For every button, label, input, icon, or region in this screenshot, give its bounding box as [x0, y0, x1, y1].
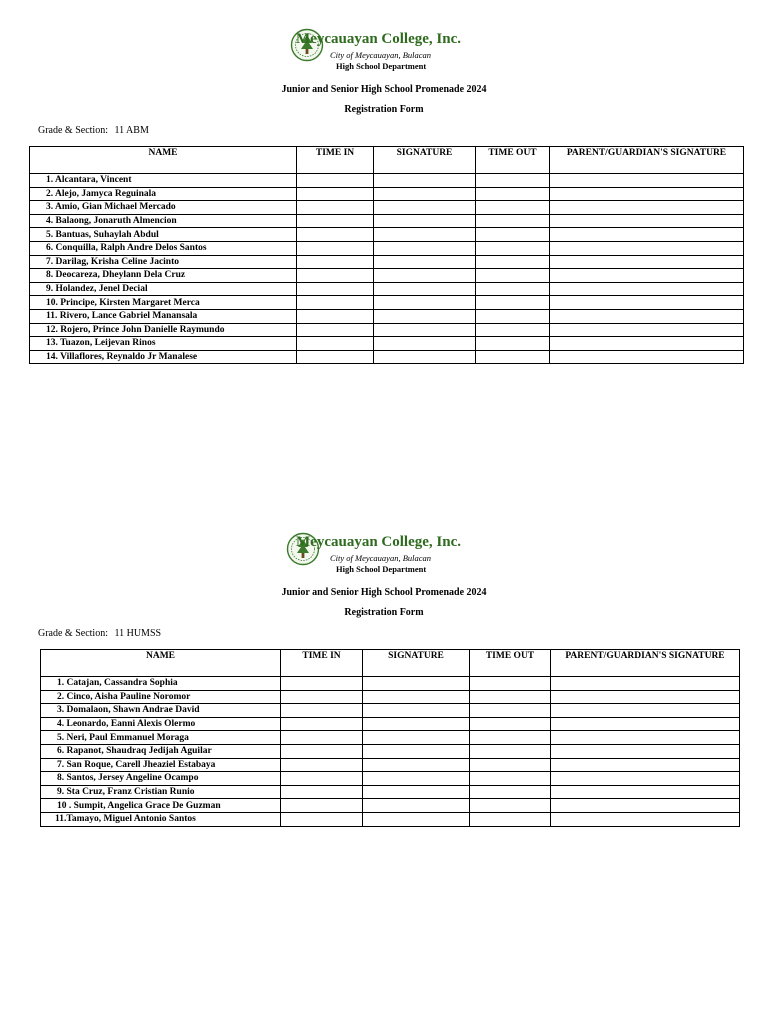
- time-out-cell[interactable]: [470, 744, 551, 758]
- column-header-time-in: TIME IN: [297, 147, 374, 174]
- signature-cell[interactable]: [374, 201, 476, 215]
- table-row: [41, 785, 740, 799]
- table-row: [30, 350, 744, 364]
- parent-signature-cell[interactable]: [551, 812, 740, 826]
- time-out-cell[interactable]: [470, 690, 551, 704]
- table-row: [30, 255, 744, 269]
- parent-signature-cell[interactable]: [551, 772, 740, 786]
- column-header-time-out: TIME OUT: [470, 650, 551, 677]
- parent-signature-cell[interactable]: [551, 731, 740, 745]
- student-name: 2. Cinco, Aisha Pauline Noromor: [41, 690, 281, 704]
- time-out-cell[interactable]: [470, 758, 551, 772]
- column-header-signature: SIGNATURE: [363, 650, 470, 677]
- student-name: 10. Principe, Kirsten Margaret Merca: [30, 296, 297, 310]
- time-out-cell[interactable]: [470, 772, 551, 786]
- table-row: [30, 214, 744, 228]
- time-in-cell[interactable]: [297, 269, 374, 283]
- signature-cell[interactable]: [374, 255, 476, 269]
- parent-signature-cell[interactable]: [550, 228, 744, 242]
- attendance-table: [40, 649, 740, 827]
- grade-section-label: Grade & Section:: [38, 628, 108, 639]
- time-in-cell[interactable]: [297, 282, 374, 296]
- column-header-time-out: TIME OUT: [476, 147, 550, 174]
- time-out-cell[interactable]: [476, 350, 550, 364]
- student-name: 11.Tamayo, Miguel Antonio Santos: [41, 812, 281, 826]
- table-row: [30, 323, 744, 337]
- time-out-cell[interactable]: [476, 214, 550, 228]
- table-row: [30, 201, 744, 215]
- parent-signature-cell[interactable]: [550, 309, 744, 323]
- student-name: 11. Rivero, Lance Gabriel Manansala: [30, 309, 297, 323]
- parent-signature-cell[interactable]: [550, 174, 744, 188]
- time-in-cell[interactable]: [281, 799, 363, 813]
- time-out-cell[interactable]: [476, 323, 550, 337]
- student-name: 7. San Roque, Carell Jheaziel Estabaya: [41, 758, 281, 772]
- grade-section-value: 11 HUMSS: [114, 628, 162, 639]
- grade-section: [38, 125, 149, 136]
- event-title: Junior and Senior High School Promenade 2024: [281, 587, 487, 598]
- parent-signature-cell[interactable]: [551, 799, 740, 813]
- parent-signature-cell[interactable]: [550, 255, 744, 269]
- signature-cell[interactable]: [363, 690, 470, 704]
- student-name: 12. Rojero, Prince John Danielle Raymundo: [30, 323, 297, 337]
- time-in-cell[interactable]: [297, 255, 374, 269]
- parent-signature-cell[interactable]: [550, 296, 744, 310]
- table-row: [30, 228, 744, 242]
- table-row: [41, 717, 740, 731]
- time-in-cell[interactable]: [297, 337, 374, 351]
- college-city: City of Meycauayan, Bulacan: [330, 553, 432, 563]
- time-out-cell[interactable]: [476, 296, 550, 310]
- time-in-cell[interactable]: [297, 323, 374, 337]
- column-header-parent-signature: PARENT/GUARDIAN'S SIGNATURE: [551, 650, 740, 677]
- attendance-table: [29, 146, 744, 364]
- parent-signature-cell[interactable]: [550, 350, 744, 364]
- column-header-signature: SIGNATURE: [374, 147, 476, 174]
- signature-cell[interactable]: [374, 296, 476, 310]
- student-name: 14. Villaflores, Reynaldo Jr Manalese: [30, 350, 297, 364]
- column-header-name: NAME: [30, 147, 297, 174]
- signature-cell[interactable]: [363, 758, 470, 772]
- time-in-cell[interactable]: [281, 690, 363, 704]
- student-name: 3. Amio, Gian Michael Mercado: [30, 201, 297, 215]
- time-in-cell[interactable]: [297, 187, 374, 201]
- college-department: High School Department: [336, 564, 427, 574]
- table-row: [41, 744, 740, 758]
- parent-signature-cell[interactable]: [551, 677, 740, 691]
- signature-cell[interactable]: [363, 717, 470, 731]
- table-row: [30, 241, 744, 255]
- table-header-row: [30, 147, 744, 174]
- signature-cell[interactable]: [374, 241, 476, 255]
- table-row: [41, 758, 740, 772]
- time-in-cell[interactable]: [297, 228, 374, 242]
- signature-cell[interactable]: [363, 744, 470, 758]
- signature-cell[interactable]: [374, 337, 476, 351]
- parent-signature-cell[interactable]: [550, 323, 744, 337]
- student-name: 6. Conquilla, Ralph Andre Delos Santos: [30, 241, 297, 255]
- column-header-name: NAME: [41, 650, 281, 677]
- parent-signature-cell[interactable]: [551, 704, 740, 718]
- student-name: 4. Balaong, Jonaruth Almencion: [30, 214, 297, 228]
- time-out-cell[interactable]: [476, 282, 550, 296]
- time-in-cell[interactable]: [297, 296, 374, 310]
- table-row: [30, 174, 744, 188]
- time-in-cell[interactable]: [297, 350, 374, 364]
- table-row: [30, 337, 744, 351]
- college-city: City of Meycauayan, Bulacan: [330, 50, 432, 60]
- table-row: [41, 677, 740, 691]
- college-name: Meycauayan College, Inc.: [296, 31, 461, 47]
- parent-signature-cell[interactable]: [550, 187, 744, 201]
- table-row: [30, 269, 744, 283]
- student-name: 9. Sta Cruz, Franz Cristian Runio: [41, 785, 281, 799]
- table-row: [41, 731, 740, 745]
- column-header-parent-signature: PARENT/GUARDIAN'S SIGNATURE: [550, 147, 744, 174]
- time-out-cell[interactable]: [470, 812, 551, 826]
- time-out-cell[interactable]: [470, 799, 551, 813]
- column-header-time-in: TIME IN: [281, 650, 363, 677]
- table-header-row: [41, 650, 740, 677]
- signature-cell[interactable]: [374, 187, 476, 201]
- time-in-cell[interactable]: [297, 174, 374, 188]
- time-in-cell[interactable]: [297, 241, 374, 255]
- time-out-cell[interactable]: [470, 785, 551, 799]
- parent-signature-cell[interactable]: [550, 214, 744, 228]
- grade-section-value: 11 ABM: [114, 125, 149, 136]
- time-out-cell[interactable]: [476, 309, 550, 323]
- student-name: 13. Tuazon, Leijevan Rinos: [30, 337, 297, 351]
- time-out-cell[interactable]: [470, 704, 551, 718]
- time-in-cell[interactable]: [297, 309, 374, 323]
- signature-cell[interactable]: [363, 799, 470, 813]
- time-in-cell[interactable]: [281, 731, 363, 745]
- parent-signature-cell[interactable]: [551, 717, 740, 731]
- parent-signature-cell[interactable]: [550, 269, 744, 283]
- table-row: [30, 296, 744, 310]
- time-in-cell[interactable]: [281, 812, 363, 826]
- student-name: 5. Bantuas, Suhaylah Abdul: [30, 228, 297, 242]
- signature-cell[interactable]: [374, 323, 476, 337]
- signature-cell[interactable]: [363, 731, 470, 745]
- time-out-cell[interactable]: [476, 228, 550, 242]
- signature-cell[interactable]: [374, 269, 476, 283]
- event-title: Junior and Senior High School Promenade 2024: [281, 84, 487, 95]
- time-out-cell[interactable]: [470, 731, 551, 745]
- grade-section: [38, 628, 161, 639]
- table-row: [30, 309, 744, 323]
- signature-cell[interactable]: [374, 309, 476, 323]
- time-out-cell[interactable]: [476, 174, 550, 188]
- student-name: 8. Santos, Jersey Angeline Ocampo: [41, 772, 281, 786]
- student-name: 3. Domalaon, Shawn Andrae David: [41, 704, 281, 718]
- time-out-cell[interactable]: [470, 677, 551, 691]
- time-in-cell[interactable]: [281, 717, 363, 731]
- student-name: 2. Alejo, Jamyca Reguinala: [30, 187, 297, 201]
- time-in-cell[interactable]: [297, 201, 374, 215]
- time-in-cell[interactable]: [281, 758, 363, 772]
- signature-cell[interactable]: [374, 282, 476, 296]
- form-title: Registration Form: [344, 607, 424, 618]
- signature-cell[interactable]: [374, 350, 476, 364]
- parent-signature-cell[interactable]: [550, 201, 744, 215]
- parent-signature-cell[interactable]: [551, 690, 740, 704]
- signature-cell[interactable]: [374, 228, 476, 242]
- signature-cell[interactable]: [363, 785, 470, 799]
- signature-cell[interactable]: [363, 704, 470, 718]
- student-name: 5. Neri, Paul Emmanuel Moraga: [41, 731, 281, 745]
- college-name: Meycauayan College, Inc.: [296, 534, 461, 550]
- table-row: [30, 282, 744, 296]
- signature-cell[interactable]: [363, 772, 470, 786]
- signature-cell[interactable]: [374, 214, 476, 228]
- parent-signature-cell[interactable]: [551, 785, 740, 799]
- parent-signature-cell[interactable]: [550, 337, 744, 351]
- parent-signature-cell[interactable]: [551, 758, 740, 772]
- time-in-cell[interactable]: [281, 772, 363, 786]
- signature-cell[interactable]: [363, 812, 470, 826]
- time-in-cell[interactable]: [281, 744, 363, 758]
- student-name: 4. Leonardo, Eanni Alexis Olermo: [41, 717, 281, 731]
- table-row: [41, 690, 740, 704]
- time-in-cell[interactable]: [281, 677, 363, 691]
- table-row: [41, 772, 740, 786]
- student-name: 1. Catajan, Cassandra Sophia: [41, 677, 281, 691]
- student-name: 1. Alcantara, Vincent: [30, 174, 297, 188]
- student-name: 6. Rapanot, Shaudraq Jedijah Aguilar: [41, 744, 281, 758]
- table-row: [30, 187, 744, 201]
- college-department: High School Department: [336, 61, 427, 71]
- table-row: [41, 812, 740, 826]
- form-title: Registration Form: [344, 104, 424, 115]
- table-row: [41, 799, 740, 813]
- student-name: 7. Darilag, Krisha Celine Jacinto: [30, 255, 297, 269]
- student-name: 9. Holandez, Jenel Decial: [30, 282, 297, 296]
- table-row: [41, 704, 740, 718]
- time-in-cell[interactable]: [281, 704, 363, 718]
- student-name: 8. Deocareza, Dheylann Dela Cruz: [30, 269, 297, 283]
- time-in-cell[interactable]: [281, 785, 363, 799]
- parent-signature-cell[interactable]: [550, 241, 744, 255]
- signature-cell[interactable]: [374, 174, 476, 188]
- time-out-cell[interactable]: [476, 337, 550, 351]
- time-out-cell[interactable]: [470, 717, 551, 731]
- time-out-cell[interactable]: [476, 255, 550, 269]
- time-out-cell[interactable]: [476, 201, 550, 215]
- time-out-cell[interactable]: [476, 187, 550, 201]
- time-out-cell[interactable]: [476, 241, 550, 255]
- time-out-cell[interactable]: [476, 269, 550, 283]
- student-name: 10 . Sumpit, Angelica Grace De Guzman: [41, 799, 281, 813]
- parent-signature-cell[interactable]: [551, 744, 740, 758]
- signature-cell[interactable]: [363, 677, 470, 691]
- grade-section-label: Grade & Section:: [38, 125, 108, 136]
- time-in-cell[interactable]: [297, 214, 374, 228]
- parent-signature-cell[interactable]: [550, 282, 744, 296]
